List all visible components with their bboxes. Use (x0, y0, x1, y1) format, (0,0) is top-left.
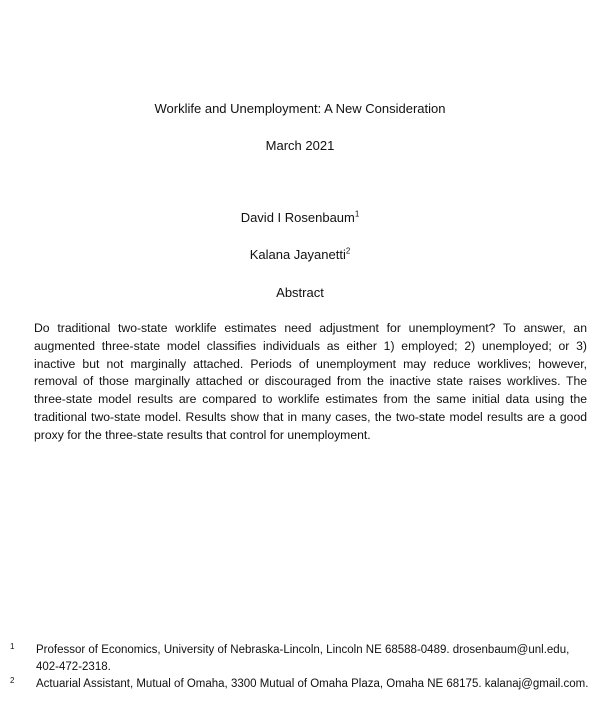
footnote-1 (10, 642, 590, 675)
footnote-2-mark: 2 (10, 676, 15, 685)
author-2-name: Kalana Jayanetti (249, 247, 346, 262)
footnote-1-mark: 1 (10, 642, 15, 651)
author-2 (0, 247, 600, 263)
footnote-1-text: Professor of Economics, University of Nebraska-Lincoln, Lincoln NE 68588-0489. drosenbaum@unl.edu, 402-472-2318. (36, 644, 570, 673)
abstract-heading: Abstract (276, 285, 324, 300)
paper-date: March 2021 (265, 138, 335, 153)
author-1 (0, 210, 600, 226)
footnote-2 (10, 676, 590, 693)
author-1-name: David I Rosenbaum (240, 210, 355, 225)
author-1-footnote-mark: 1 (354, 209, 360, 219)
paper-title: Worklife and Unemployment: A New Consideration (154, 101, 446, 116)
footnote-2-text: Actuarial Assistant, Mutual of Omaha, 3300 Mutual of Omaha Plaza, Omaha NE 68175. kalanaj@gmail.com. (36, 678, 589, 690)
abstract-body: Do traditional two-state worklife estimates need adjustment for unemployment? To answer, an augmented three-state model classifies individuals as either 1) employed; 2) unemployed; or 3) inactive but not marginally attached. Periods of unemployment may reduce worklives; however, removal of those marginally attached or discouraged from the inactive state raises worklives. The three-state model results are compared to worklife estimates from the same initial data using the traditional two-state model. Results show that in many cases, the two-state model results are a good proxy for the three-state results that control for unemployment. (34, 321, 587, 442)
author-2-footnote-mark: 2 (345, 246, 351, 256)
